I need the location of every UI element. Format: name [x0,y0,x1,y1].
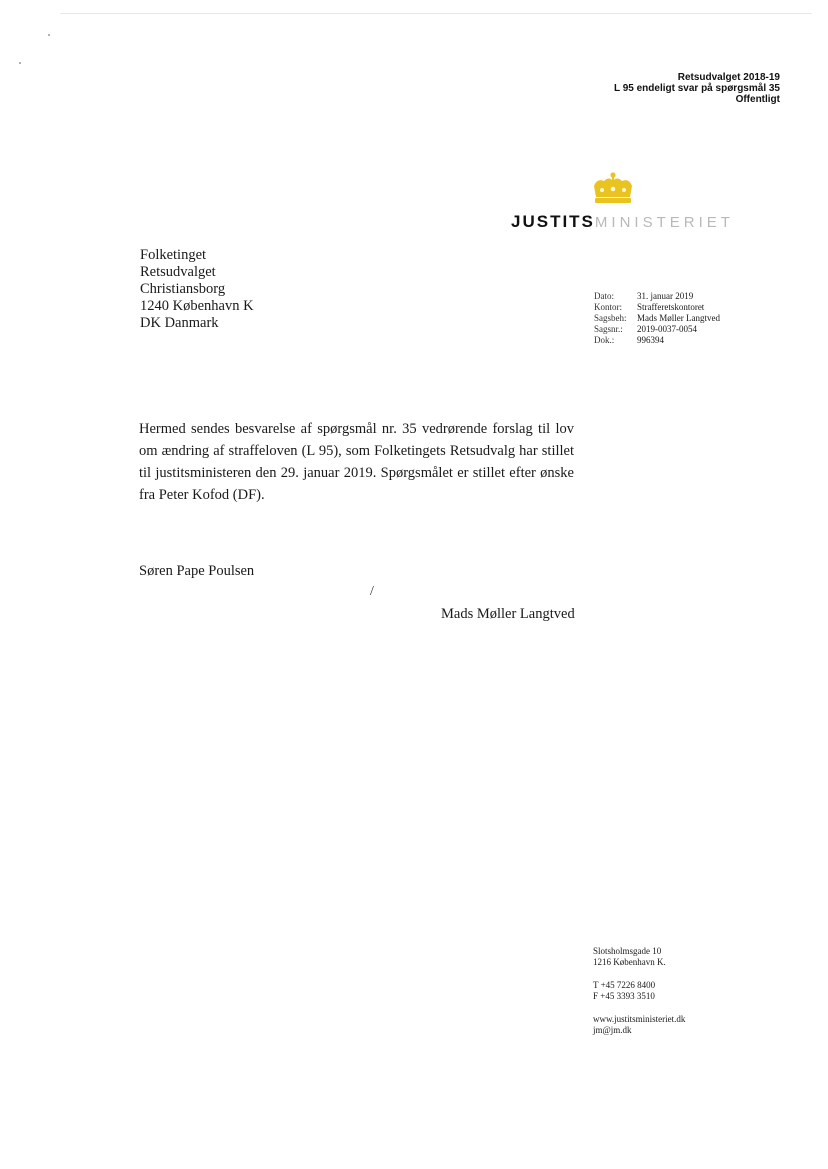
letter-body: Hermed sendes besvarelse af spørgsmål nr. 35 vedrørende forslag til lov om ændring af straffeloven (L 95), som Folketingets Retsudvalg har stillet til justitsministeren den 29. januar 2019. Spørgsmålet er stillet efter ønske fra Peter Kofod (DF). [139,421,574,503]
footer-fax: F +45 3393 3510 [593,991,655,1001]
ministry-logo [511,212,734,232]
document-metadata [594,291,720,346]
address-line: 1240 København K [140,298,254,314]
address-line: Christiansborg [140,281,226,297]
ministry-contact [593,946,685,1036]
signature-separator: / [370,584,374,599]
meta-value: 2019-0037-0054 [637,324,697,334]
meta-label: Sagsnr.: [594,324,623,334]
stamp-status: Offentligt [735,94,780,105]
footer-website: www.justitsministeriet.dk [593,1014,686,1024]
scan-border-line [60,13,812,14]
meta-row-date [594,291,720,302]
footer-email: jm@jm.dk [593,1025,632,1035]
meta-label: Kontor: [594,302,622,312]
address-line: Folketinget [140,247,207,263]
recipient-address [140,247,254,332]
meta-row-case-number [594,324,720,335]
address-line: DK Danmark [140,315,219,331]
logo-text-justits: JUSTITS [511,212,595,231]
footer-street: Slotsholmsgade 10 [593,946,662,956]
stamp-committee: Retsudvalget 2018-19 [677,72,780,83]
meta-label: Sagsbeh: [594,313,627,323]
stamp-reference: L 95 endeligt svar på spørgsmål 35 [614,83,780,94]
footer-phone: T +45 7226 8400 [593,980,656,990]
meta-row-office [594,302,720,313]
signature-caseworker: Mads Møller Langtved [441,606,575,622]
document-stamp [614,72,780,105]
meta-value: 996394 [637,335,664,345]
footer-city: 1216 København K. [593,957,666,967]
meta-value: Strafferetskontoret [637,302,705,312]
crown-icon [590,172,636,206]
meta-value: Mads Møller Langtved [637,313,720,323]
meta-row-caseworker [594,313,720,324]
meta-label: Dato: [594,291,614,301]
meta-value: 31. januar 2019 [637,291,694,301]
scan-speck [48,34,50,36]
logo-text-ministeriet: MINISTERIET [594,214,734,231]
scan-speck [19,62,21,64]
meta-label: Dok.: [594,335,615,345]
address-line: Retsudvalget [140,264,216,280]
signature-minister: Søren Pape Poulsen [139,563,255,579]
meta-row-document [594,335,720,346]
